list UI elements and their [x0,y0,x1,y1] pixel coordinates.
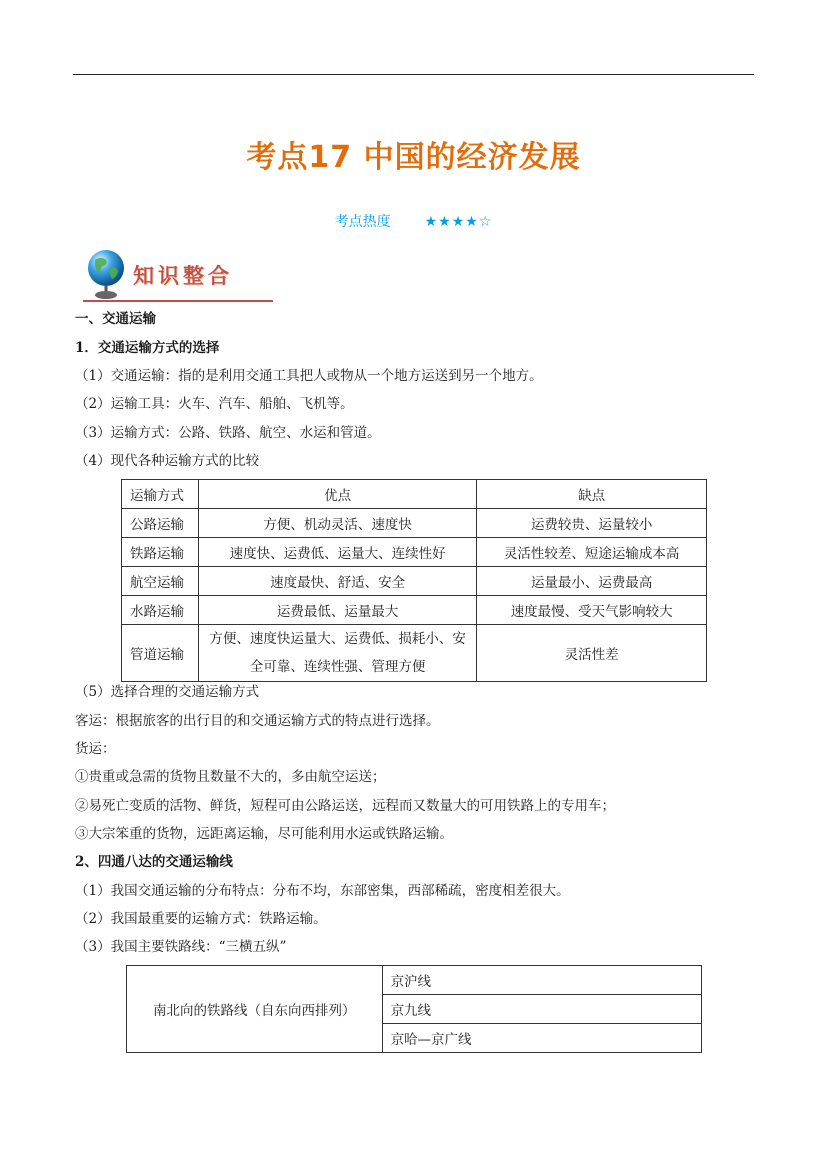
table-cell: 灵活性差 [477,625,707,682]
table-header-cell: 缺点 [477,480,707,509]
paragraph: （3）我国主要铁路线：“三横五纵” [75,939,287,955]
subsection-heading: 1．交通运输方式的选择 [75,340,220,356]
paragraph: 客运：根据旅客的出行目的和交通运输方式的特点进行选择。 [75,713,440,729]
section-badge [83,246,283,304]
table-row [122,567,707,596]
cell-line: 方便、速度快运量大、运费低、损耗小、安 [209,631,466,647]
globe-icon [83,246,129,302]
paragraph: ③大宗笨重的货物，远距离运输，尽可能利用水运或铁路运输。 [75,826,453,842]
table-row [122,596,707,625]
table-row [127,966,702,995]
header-rule [73,74,754,75]
table-row [122,625,707,682]
table-header-cell: 运输方式 [122,480,199,509]
subsection-heading: 2、四通八达的交通运输线 [75,854,233,870]
table-cell: 京沪线 [382,966,701,995]
table-cell: 速度快、运费低、运量大、连续性好 [198,538,477,567]
paragraph: 货运： [75,741,116,757]
heat-rating [0,211,827,231]
table-cell: 水路运输 [122,596,199,625]
table-cell: 京哈—京广线 [382,1024,701,1053]
table-cell: 公路运输 [122,509,199,538]
paragraph: （1）交通运输：指的是利用交通工具把人或物从一个地方运送到另一个地方。 [75,368,543,384]
heat-stars: ★★★★☆ [424,214,493,230]
table-cell: 京九线 [382,995,701,1024]
paragraph: ②易死亡变质的活物、鲜货，短程可由公路运送，远程而又数量大的可用铁路上的专用车； [75,798,615,814]
page-title: 考点17 中国的经济发展 [246,140,581,175]
table-row [122,509,707,538]
paragraph: （2）我国最重要的运输方式：铁路运输。 [75,911,327,927]
table-cell: 运量最小、运费最高 [477,567,707,596]
section-heading: 一、交通运输 [75,311,156,327]
railway-table [126,965,702,1053]
table-cell [198,625,477,682]
transport-comparison-table [121,479,707,682]
table-cell: 方便、机动灵活、速度快 [198,509,477,538]
table-cell: 灵活性较差、短途运输成本高 [477,538,707,567]
paragraph: （2）运输工具：火车、汽车、船舶、飞机等。 [75,396,354,412]
heat-label: 考点热度 [334,214,391,230]
table-row [122,538,707,567]
cell-line: 全可靠、连续性强、管理方便 [249,659,426,675]
table-cell: 运费较贵、运量较小 [477,509,707,538]
paragraph: （5）选择合理的交通运输方式 [75,684,260,700]
paragraph: ①贵重或急需的货物且数量不大的，多由航空运送； [75,769,386,785]
table-cell: 运费最低、运量最大 [198,596,477,625]
table-cell: 南北向的铁路线（自东向西排列） [127,966,383,1053]
badge-underline [83,300,273,302]
paragraph: （3）运输方式：公路、铁路、航空、水运和管道。 [75,425,381,441]
table-cell: 速度最慢、受天气影响较大 [477,596,707,625]
paragraph: （1）我国交通运输的分布特点：分布不均，东部密集，西部稀疏，密度相差很大。 [75,883,570,899]
badge-label: 知识整合 [133,264,233,288]
table-header-cell: 优点 [198,480,477,509]
table-cell: 管道运输 [122,625,199,682]
table-cell: 速度最快、舒适、安全 [198,567,477,596]
table-header-row [122,480,707,509]
table-cell: 铁路运输 [122,538,199,567]
paragraph: （4）现代各种运输方式的比较 [75,453,260,469]
table-cell: 航空运输 [122,567,199,596]
